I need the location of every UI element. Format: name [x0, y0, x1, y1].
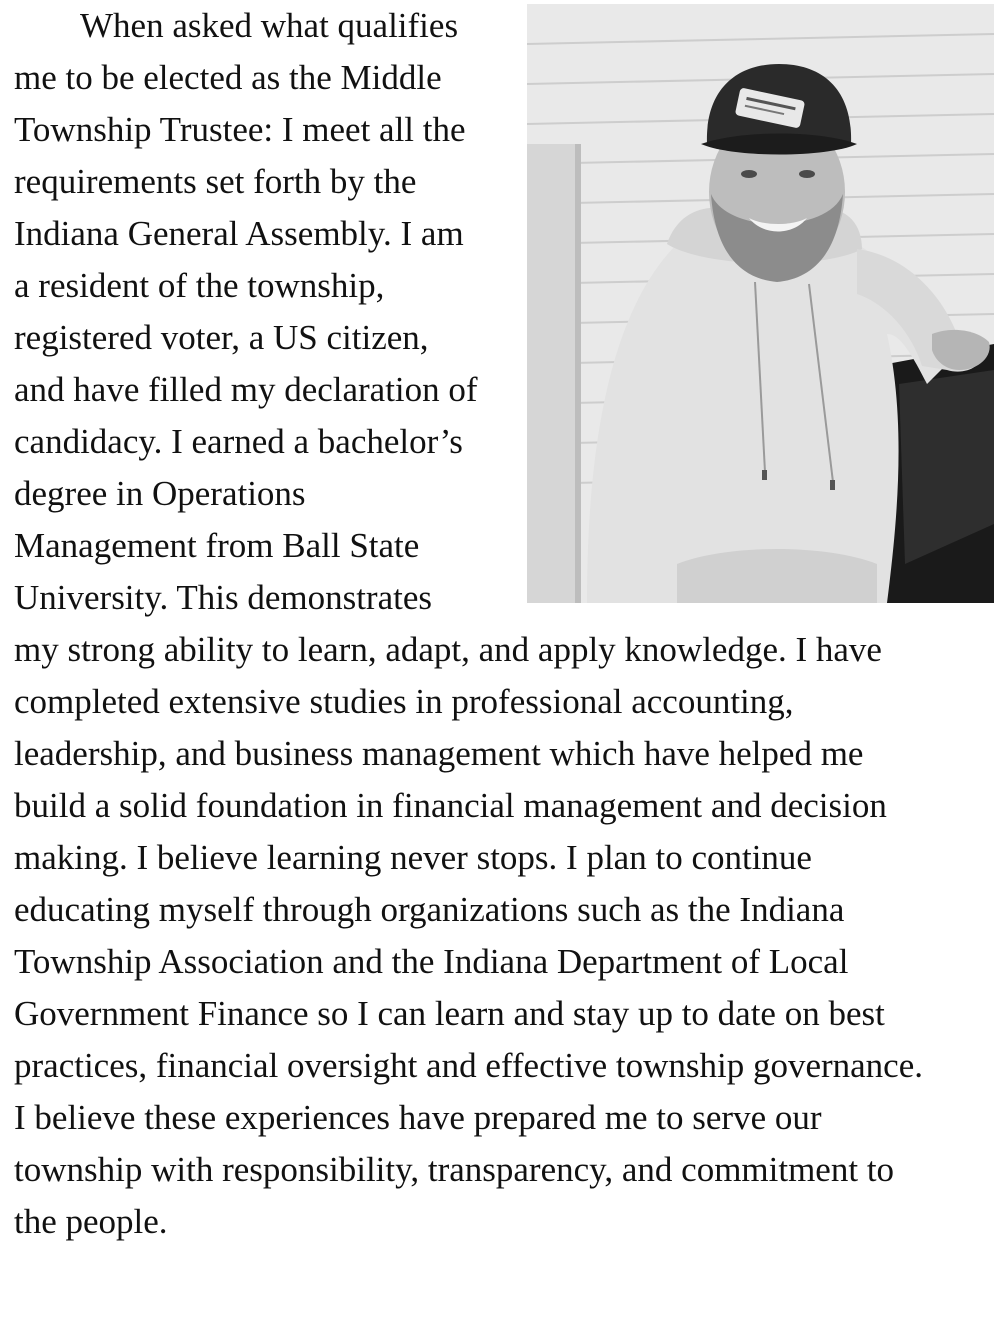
paragraph-line: I believe these experiences have prepared me to serve our [14, 1098, 822, 1137]
paragraph-line: making. I believe learning never stops. I plan to continue [14, 838, 812, 877]
paragraph-line: degree in Operations [14, 474, 306, 513]
paragraph-line: registered voter, a US citizen, [14, 318, 429, 357]
paragraph-line: When asked what qualifies [80, 6, 459, 45]
paragraph-line: build a solid foundation in financial management and decision [14, 786, 887, 825]
paragraph-line: requirements set forth by the [14, 162, 417, 201]
candidate-portrait-photo [527, 4, 994, 603]
paragraph-line: Indiana General Assembly. I am [14, 214, 464, 253]
paragraph-line: Township Trustee: I meet all the [14, 110, 466, 149]
paragraph-line: and have filled my declaration of [14, 370, 478, 409]
paragraph-line: Township Association and the Indiana Department of Local [14, 942, 849, 981]
paragraph-line: a resident of the township, [14, 266, 385, 305]
paragraph-line: me to be elected as the Middle [14, 58, 442, 97]
paragraph-line: the people. [14, 1202, 168, 1241]
paragraph-line: leadership, and business management which have helped me [14, 734, 864, 773]
paragraph-line: educating myself through organizations such as the Indiana [14, 890, 845, 929]
paragraph-line: Management from Ball State [14, 526, 420, 565]
paragraph-line: my strong ability to learn, adapt, and apply knowledge. I have [14, 630, 882, 669]
paragraph-line: candidacy. I earned a bachelor’s [14, 422, 463, 461]
paragraph-line: Government Finance so I can learn and stay up to date on best [14, 994, 885, 1033]
paragraph-line: University. This demonstrates [14, 578, 433, 617]
paragraph-line: completed extensive studies in professional accounting, [14, 682, 794, 721]
paragraph-line: township with responsibility, transparency, and commitment to [14, 1150, 895, 1189]
paragraph-line: practices, financial oversight and effective township governance. [14, 1046, 923, 1085]
